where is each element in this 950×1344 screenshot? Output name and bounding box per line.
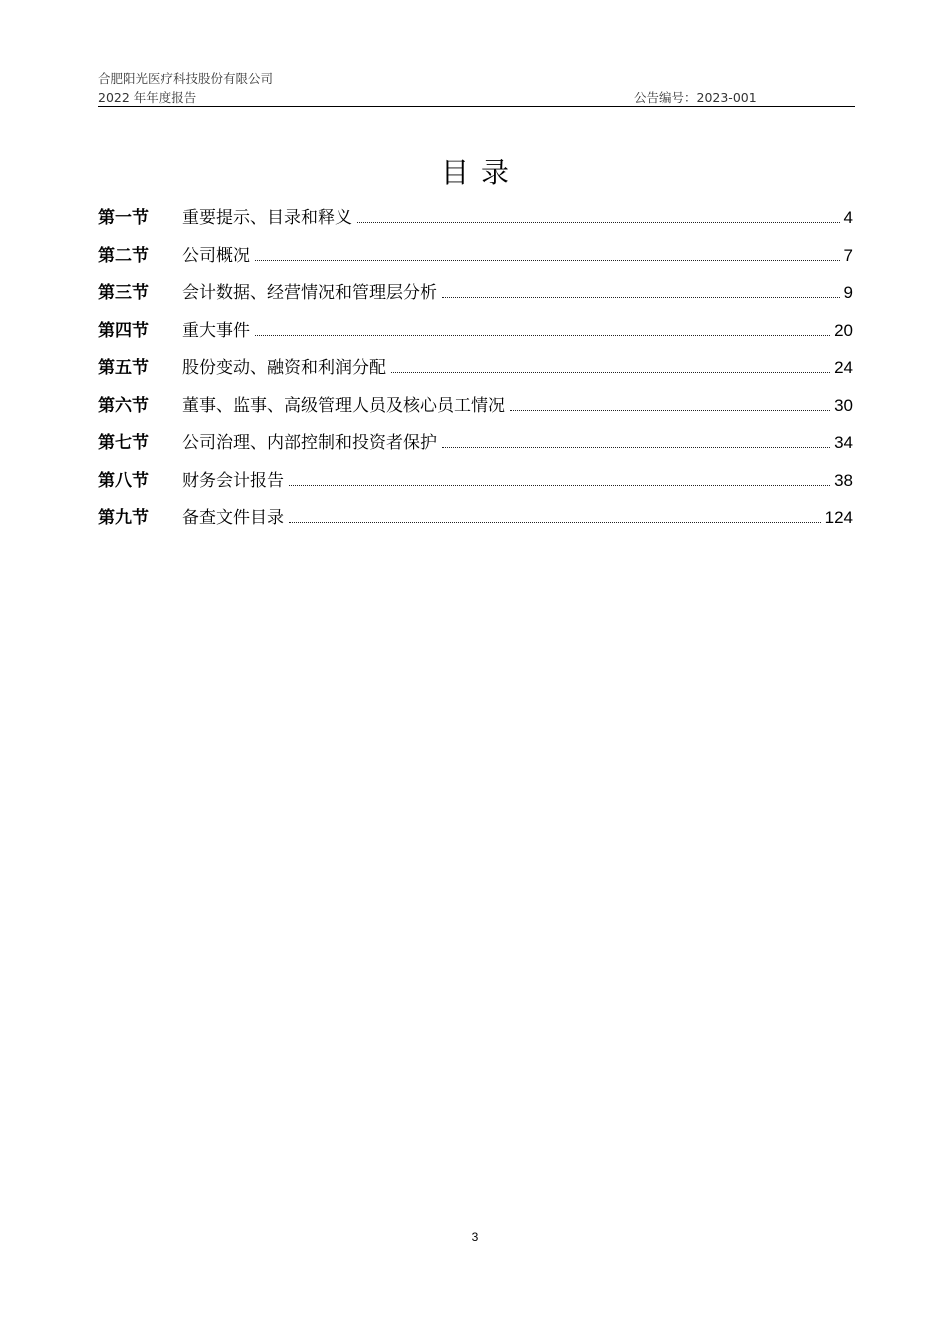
toc-item-2[interactable] bbox=[98, 237, 853, 275]
toc-dot-leader bbox=[289, 485, 830, 486]
toc-dot-leader bbox=[510, 410, 830, 411]
toc-section-name: 股份变动、融资和利润分配 bbox=[182, 358, 386, 378]
toc-dot-leader bbox=[442, 447, 830, 448]
toc-page-number: 7 bbox=[843, 245, 853, 265]
toc-section-label: 第二节 bbox=[98, 245, 149, 266]
toc-section-label: 第九节 bbox=[98, 508, 149, 528]
toc-section-name: 公司概况 bbox=[182, 245, 250, 266]
report-name: 2022 年年度报告 bbox=[98, 90, 197, 105]
toc-item-4[interactable] bbox=[98, 312, 853, 350]
toc-title: 目录 bbox=[440, 156, 521, 189]
toc-section-name: 财务会计报告 bbox=[182, 470, 284, 491]
company-name: 合肥阳光医疗科技股份有限公司 bbox=[98, 71, 274, 86]
toc-section-name: 备查文件目录 bbox=[182, 508, 284, 528]
toc-section-label: 第一节 bbox=[98, 208, 149, 228]
toc-dot-leader bbox=[289, 522, 821, 523]
toc-section-name: 董事、监事、高级管理人员及核心员工情况 bbox=[182, 395, 505, 416]
toc-dot-leader bbox=[255, 335, 830, 336]
toc-item-5[interactable] bbox=[98, 349, 853, 387]
toc-item-1[interactable] bbox=[98, 199, 853, 237]
toc-page-number: 30 bbox=[834, 395, 853, 415]
toc-section-name: 重大事件 bbox=[182, 320, 250, 341]
toc-section-label: 第三节 bbox=[98, 283, 149, 303]
toc-page-number: 4 bbox=[843, 208, 853, 227]
toc-section-label: 第六节 bbox=[98, 395, 149, 416]
notice-number: 公告编号：2023-001 bbox=[634, 90, 757, 105]
toc-item-3[interactable] bbox=[98, 274, 853, 312]
toc-item-8[interactable] bbox=[98, 462, 853, 500]
toc-section-name: 会计数据、经营情况和管理层分析 bbox=[182, 283, 437, 303]
toc-section-name: 重要提示、目录和释义 bbox=[182, 208, 352, 228]
toc-item-6[interactable] bbox=[98, 387, 853, 425]
toc-section-label: 第八节 bbox=[98, 470, 149, 491]
toc-item-7[interactable] bbox=[98, 424, 853, 462]
table-of-contents bbox=[98, 199, 853, 537]
toc-page-number: 34 bbox=[834, 433, 853, 452]
toc-page-number: 9 bbox=[843, 283, 853, 302]
page-number: 3 bbox=[471, 1230, 479, 1244]
toc-section-name: 公司治理、内部控制和投资者保护 bbox=[182, 433, 437, 453]
toc-section-label: 第五节 bbox=[98, 358, 149, 378]
page-header bbox=[98, 66, 855, 107]
toc-section-label: 第四节 bbox=[98, 320, 149, 341]
toc-dot-leader bbox=[357, 222, 840, 223]
toc-page-number: 124 bbox=[824, 508, 853, 527]
toc-dot-leader bbox=[391, 372, 830, 373]
toc-dot-leader bbox=[442, 297, 840, 298]
toc-section-label: 第七节 bbox=[98, 433, 149, 453]
toc-item-9[interactable] bbox=[98, 499, 853, 537]
toc-page-number: 20 bbox=[834, 320, 853, 340]
toc-page-number: 24 bbox=[834, 358, 853, 377]
toc-page-number: 38 bbox=[834, 470, 853, 490]
toc-dot-leader bbox=[255, 260, 840, 261]
